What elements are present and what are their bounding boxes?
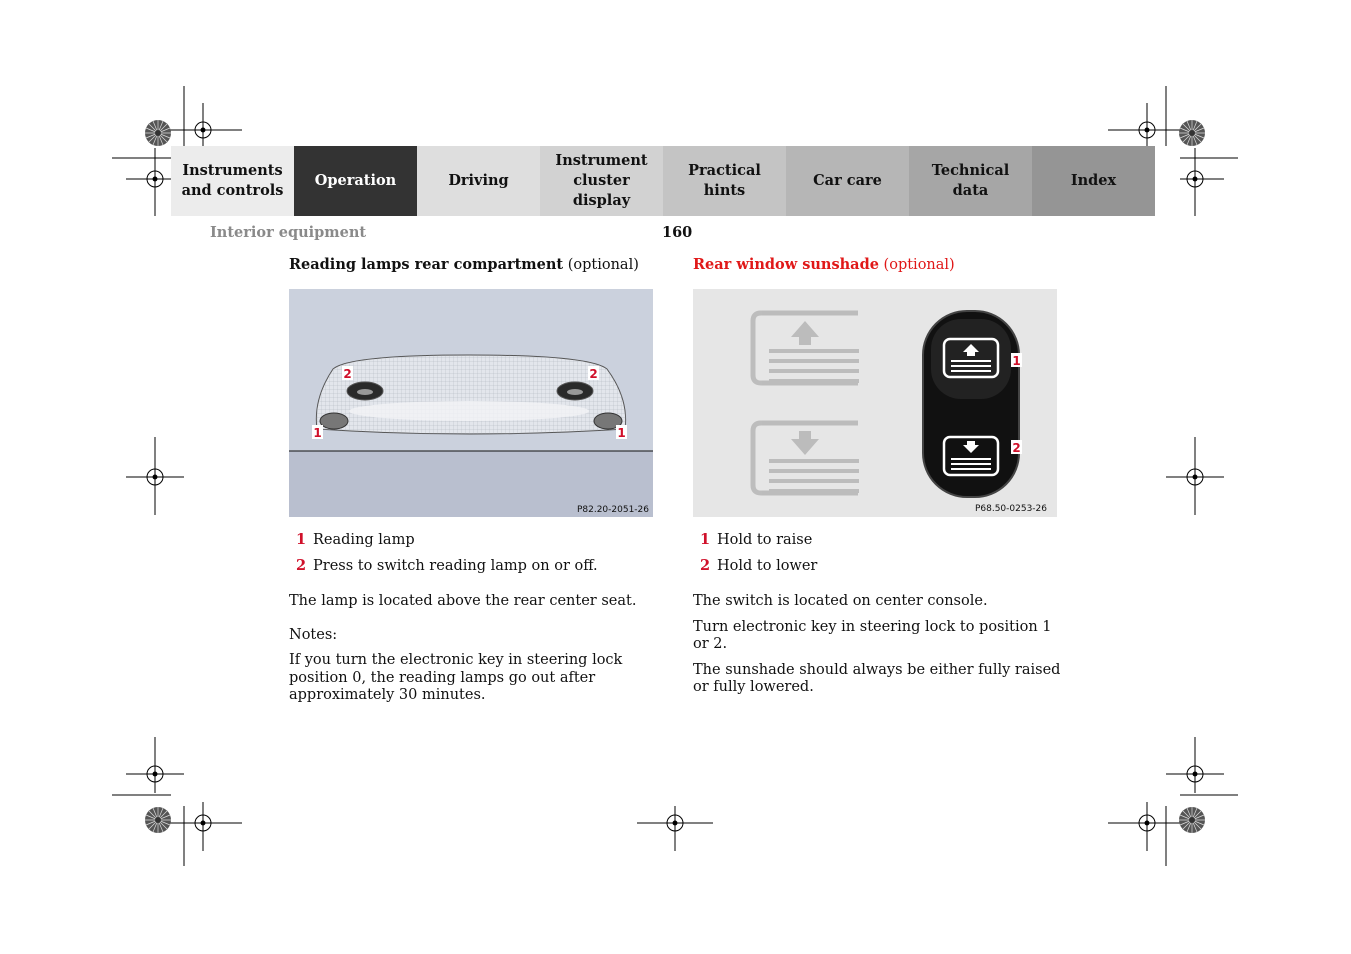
section-heading [693, 256, 1061, 289]
legend-list [289, 531, 657, 575]
tab-label: Practical hints [688, 162, 761, 199]
tab-practical-hints[interactable] [663, 146, 786, 216]
tab-label: Car care [813, 172, 882, 189]
sunshade-switch-illustration [693, 289, 1057, 517]
legend-number: 1 [699, 531, 711, 548]
tab-label-line1: Instrument [555, 152, 648, 169]
reading-lamp-illustration [289, 289, 653, 517]
figure-code: P82.20-2051-26 [576, 505, 649, 515]
legend-item [693, 531, 1061, 549]
callout-1-left: 1 [313, 426, 322, 440]
legend-text: Reading lamp [313, 532, 415, 548]
tab-label-line1: Technical [931, 162, 1010, 179]
tab-car-care[interactable] [786, 146, 909, 216]
sunshade-switch-figure [693, 289, 1057, 517]
tab-label-line1: Instruments [182, 162, 283, 179]
callout-2-left: 2 [343, 367, 352, 381]
page-number: 160 [662, 224, 693, 241]
legend-text: Hold to lower [717, 558, 818, 574]
tab-label: Driving [448, 172, 509, 189]
heading-optional: (optional) [563, 257, 639, 273]
heading-title: Rear window sunshade [693, 256, 879, 273]
callout-2: 2 [1012, 441, 1021, 455]
reading-lamp-figure [289, 289, 653, 517]
tab-label-line2: data [952, 182, 989, 199]
callout-1: 1 [1012, 354, 1021, 368]
tab-label: Operation [314, 172, 397, 189]
legend-item [289, 557, 657, 575]
tab-operation[interactable] [294, 146, 417, 216]
legend-item [289, 531, 657, 549]
legend-text: Press to switch reading lamp on or off. [313, 558, 598, 574]
location-paragraph: The lamp is located above the rear center seat. [289, 593, 637, 609]
legend-number: 2 [699, 557, 711, 574]
legend-text: Hold to raise [717, 532, 813, 548]
notes-label: Notes: [289, 626, 338, 643]
heading-title: Reading lamps rear compartment [289, 256, 564, 273]
notes-paragraph: If you turn the electronic key in steering lock position 0, the reading lamps go out after approximately 30 minutes. [289, 652, 623, 703]
legend-number: 2 [295, 557, 307, 574]
tab-instrument-cluster-display[interactable] [540, 146, 663, 216]
tab-label-line2: and controls [181, 182, 284, 199]
key-position-paragraph: Turn electronic key in steering lock to position 1 or 2. [693, 618, 1052, 652]
section-title: Interior equipment [210, 224, 367, 241]
callout-1-right: 1 [617, 426, 626, 440]
rear-window-sunshade-section [693, 256, 1061, 705]
figure-code: P68.50-0253-26 [974, 504, 1047, 514]
sunshade-position-paragraph: The sunshade should always be either fully raised or fully lowered. [693, 661, 1061, 695]
heading-optional: (optional) [878, 257, 955, 273]
tab-label-line2: cluster display [572, 172, 631, 209]
legend-list [693, 531, 1061, 575]
tab-label: Index [1070, 172, 1117, 189]
tab-index[interactable] [1032, 146, 1155, 216]
tab-instruments-and-controls[interactable] [171, 146, 294, 216]
callout-2-right: 2 [589, 367, 598, 381]
reading-lamps-section [289, 256, 657, 713]
legend-item [693, 557, 1061, 575]
tab-driving[interactable] [417, 146, 540, 216]
chapter-nav [171, 146, 1180, 216]
tab-technical-data[interactable] [909, 146, 1032, 216]
legend-number: 1 [295, 531, 307, 548]
section-heading [289, 256, 657, 289]
location-paragraph: The switch is located on center console. [693, 593, 988, 609]
